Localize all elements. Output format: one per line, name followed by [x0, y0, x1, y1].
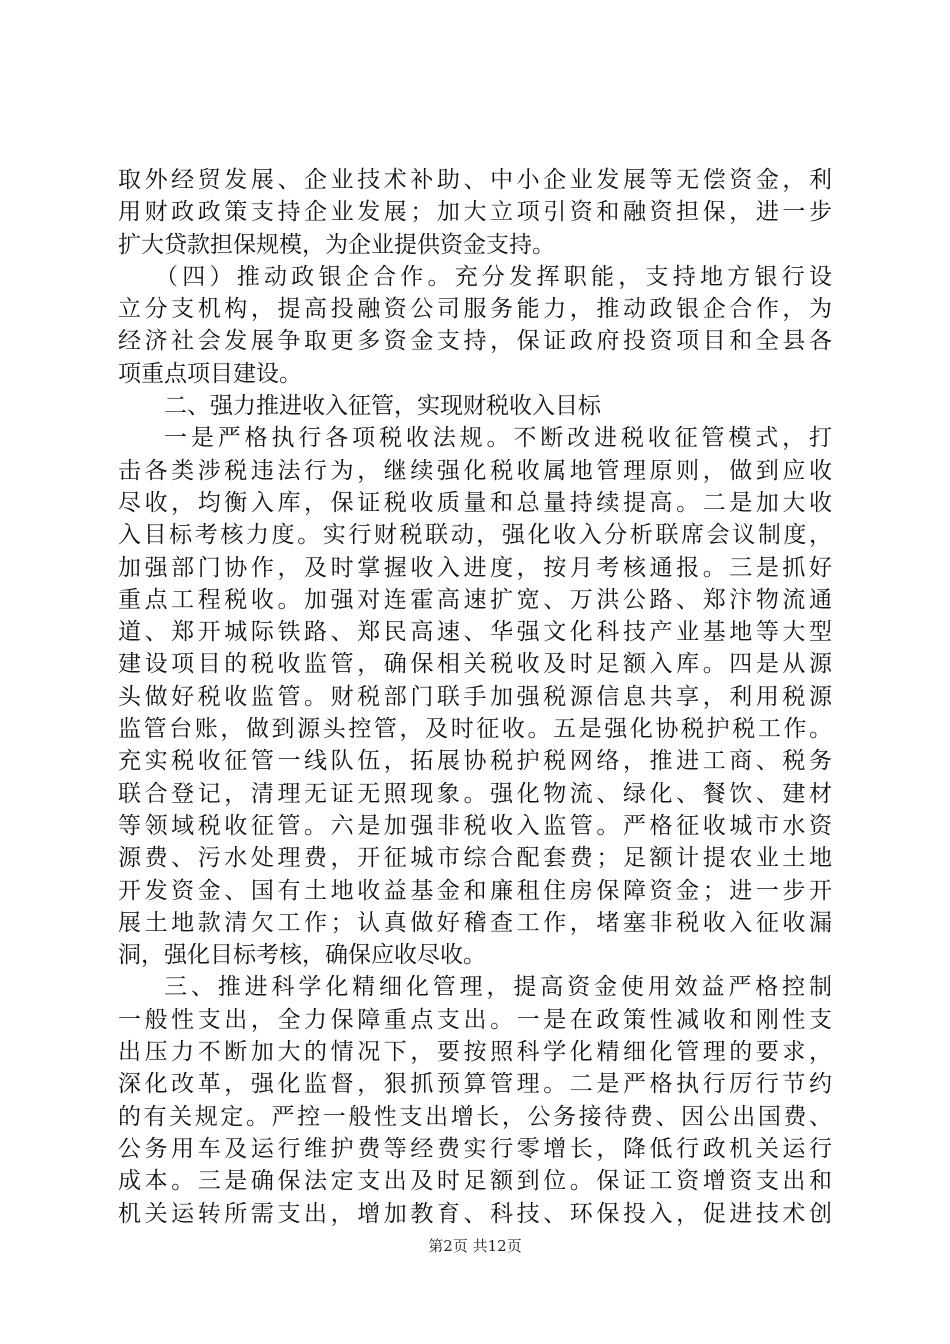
- text-line: 取外经贸发展、企业技术补助、中小企业发展等无偿资金，利: [118, 167, 832, 193]
- text-line: 开发资金、国有土地收益基金和廉租住房保障资金；进一步开: [118, 877, 832, 904]
- text-line: 用财政政策支持企业发展；加大立项引资和融资担保，进一步: [118, 199, 832, 226]
- text-line: 重点工程税收。加强对连霍高速扩宽、万洪公路、郑汴物流通: [118, 586, 832, 613]
- text-line: 道、郑开城际铁路、郑民高速、华强文化科技产业基地等大型: [118, 619, 832, 646]
- text-line: 建设项目的税收监管，确保相关税收及时足额入库。四是从源: [118, 651, 832, 678]
- text-line: 三、推进科学化精细化管理，提高资金使用效益严格控制: [164, 974, 832, 1001]
- text-line: 经济社会发展争取更多资金支持，保证政府投资项目和全县各: [118, 328, 832, 355]
- text-line: 监管台账，做到源头控管，及时征收。五是强化协税护税工作。: [118, 716, 832, 743]
- document-body: [118, 164, 832, 1230]
- text-line: 扩大贷款担保规模，为企业提供资金支持。: [118, 231, 555, 258]
- text-line: 展土地款清欠工作；认真做好稽查工作，堵塞非税收入征收漏: [118, 909, 832, 936]
- section-heading-line: 二、强力推进收入征管，实现财税收入目标: [164, 393, 601, 420]
- page-footer: 第2页 共12页: [428, 1237, 522, 1255]
- text-line: 联合登记，清理无证无照现象。强化物流、绿化、餐饮、建材: [118, 780, 832, 807]
- text-line: 头做好税收监管。财税部门联手加强税源信息共享，利用税源: [118, 683, 832, 710]
- text-line: 入目标考核力度。实行财税联动，强化收入分析联席会议制度，: [118, 522, 832, 549]
- text-line: 成本。三是确保法定支出及时足额到位。保证工资增资支出和: [118, 1168, 832, 1195]
- text-line: 洞，强化目标考核，确保应收尽收。: [118, 942, 486, 969]
- text-line: 一是严格执行各项税收法规。不断改进税收征管模式，打: [164, 425, 832, 452]
- text-line: 击各类涉税违法行为，继续强化税收属地管理原则，做到应收: [118, 457, 832, 484]
- text-line: 等领域税收征管。六是加强非税收入监管。严格征收城市水资: [118, 812, 832, 839]
- text-line: 出压力不断加大的情况下，要按照科学化精细化管理的要求，: [118, 1039, 832, 1066]
- text-line: （四）推动政银企合作。充分发挥职能，支持地方银行设: [155, 263, 832, 290]
- text-line: 尽收，均衡入库，保证税收质量和总量持续提高。二是加大收: [118, 489, 832, 516]
- text-line: 项重点项目建设。: [118, 360, 302, 387]
- text-line: 公务用车及运行维护费等经费实行零增长，降低行政机关运行: [118, 1135, 832, 1162]
- text-line: 机关运转所需支出，增加教育、科技、环保投入，促进技术创: [118, 1200, 832, 1227]
- text-line: 深化改革，强化监督，狠抓预算管理。二是严格执行厉行节约: [118, 1071, 832, 1098]
- text-line: 一般性支出，全力保障重点支出。一是在政策性减收和刚性支: [118, 1006, 832, 1033]
- text-line: 充实税收征管一线队伍，拓展协税护税网络，推进工商、税务: [118, 748, 832, 775]
- text-line: 立分支机构，提高投融资公司服务能力，推动政银企合作，为: [118, 296, 832, 323]
- text-line: 源费、污水处理费，开征城市综合配套费；足额计提农业土地: [118, 845, 832, 872]
- text-line: 的有关规定。严控一般性支出增长，公务接待费、因公出国费、: [118, 1103, 832, 1130]
- text-line: 加强部门协作，及时掌握收入进度，按月考核通报。三是抓好: [118, 554, 832, 581]
